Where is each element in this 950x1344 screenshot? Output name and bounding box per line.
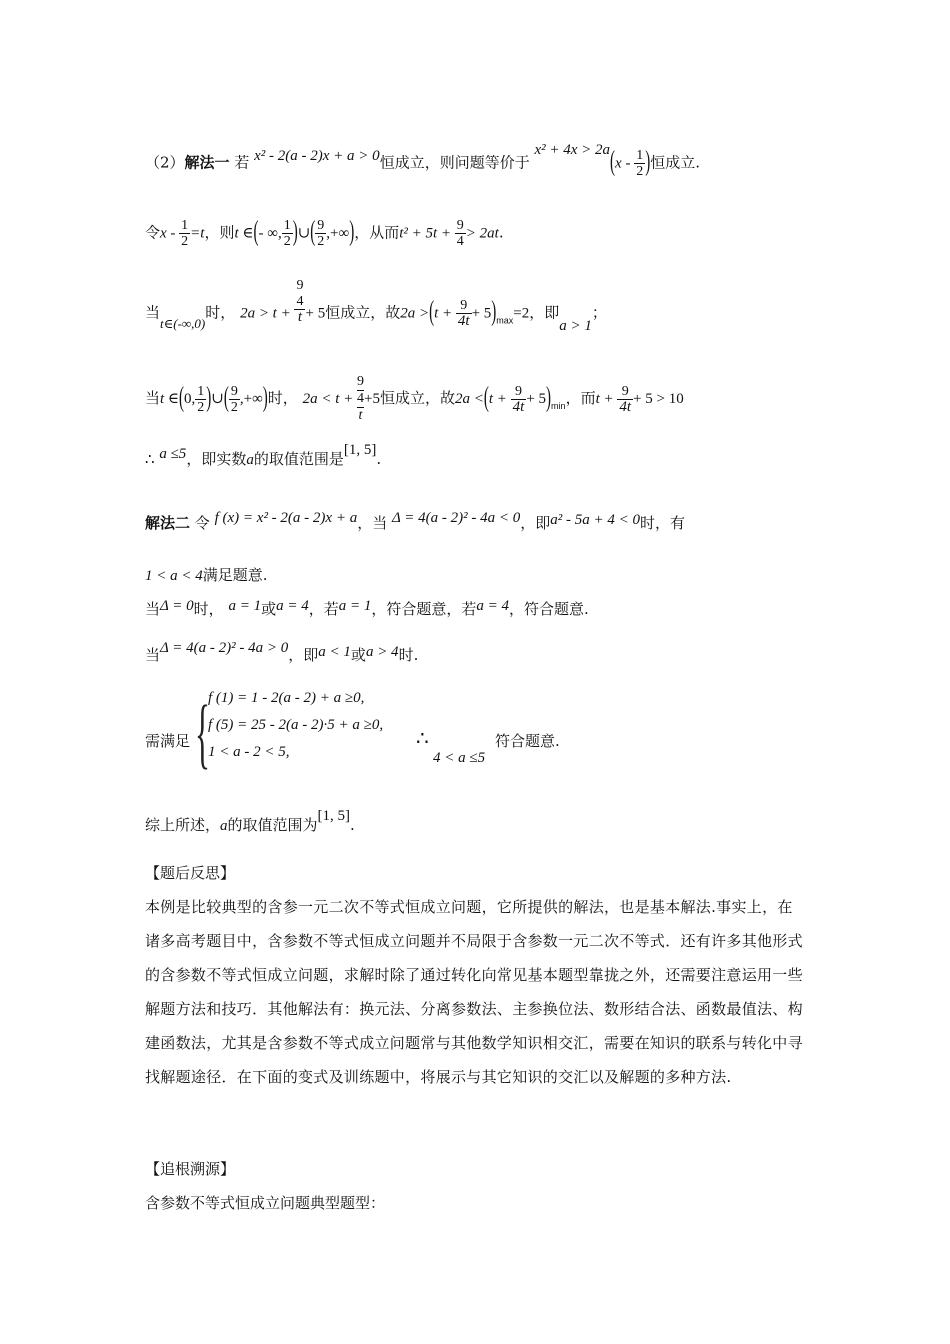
text: 当 xyxy=(145,303,161,322)
range: [1, 5] xyxy=(343,442,377,458)
method-two-title: 解法二 xyxy=(145,514,191,532)
text: 时. xyxy=(398,646,419,664)
fraction: $\frac{1}{2}$ xyxy=(181,218,189,249)
text: 综上所述， xyxy=(145,816,221,834)
inequality: x² - 2(a - 2)x + a > 0 xyxy=(254,147,380,164)
expr: t ∈ xyxy=(160,391,180,407)
expr: =2 xyxy=(513,305,530,322)
var: a xyxy=(220,818,228,834)
expr: =t xyxy=(190,225,205,242)
origin-heading: 【追根溯源】 xyxy=(145,1160,236,1178)
text: ； xyxy=(591,303,607,322)
expr: 2a < xyxy=(454,391,484,407)
text: ，从而 xyxy=(354,223,400,242)
reflection-heading: 【题后反思】 xyxy=(145,864,236,882)
system-row-3 xyxy=(208,744,290,761)
text: ，则 xyxy=(204,223,235,242)
compound-fraction: 9 4 t xyxy=(357,374,364,423)
discriminant: Δ = 4(a - 2)² - 4a < 0 xyxy=(392,510,521,526)
text: 令 xyxy=(145,223,161,242)
result: a > 1 xyxy=(559,317,592,334)
expr: t + xyxy=(488,391,511,407)
expr: + 5 xyxy=(305,305,326,322)
min-subscript: min xyxy=(551,401,566,411)
expr: Δ = 0 xyxy=(160,598,194,614)
expr: + 5 > 10 xyxy=(633,391,684,407)
reflection-body: 本例是比较典型的含参一元二次不等式恒成立问题，它所提供的解法，也是基本解法.事实上，在诸多高考题目中，含参数不等式恒成立问题并不局限于含参数一元二次不等式．还有许多其他形式的含参数不等式恒成立问题，求解时除了通过转化向常见基本题型靠拢之外，还需要注意运用一些解题方法和技巧．其他解法有：换元法、分离参数法、主参换位法、数形结合法、函数最值法、构建函数法，尤其是含参数不等式成立问题常与其他数学知识相交汇，需要在知识的联系与转化中寻找解题途径．在下面的变式及训练题中，将展示与其它知识的交汇以及解题的多种方法. xyxy=(145,898,803,1086)
text: ，符合题意. xyxy=(509,600,589,618)
text: 恒成立，故 xyxy=(379,389,455,407)
expr: 2a < t + xyxy=(302,391,357,407)
fraction: $\frac{9}{4t}$ xyxy=(457,298,470,329)
text: ，即 xyxy=(529,303,560,322)
expr: a = 1 xyxy=(228,598,262,614)
text: . xyxy=(498,223,504,242)
fraction: $\frac{1}{2}$ xyxy=(283,218,291,249)
expr: + 5 xyxy=(471,305,492,322)
therefore-symbol: ∴ xyxy=(145,452,155,468)
fraction: $\frac{9}{4}$ xyxy=(456,218,464,249)
line-substitution: 令x - $\frac{1}{2}$ =t，则t ∈(- ∞, $\frac{1}{2}$ )∪( $\frac{9}{2}$ ,+∞)，从而t² + 5t + $\frac{9}{4}$ > 2at. xyxy=(145,217,504,249)
expr: 2a > xyxy=(400,305,430,322)
text: 满足题意. xyxy=(202,566,268,584)
text: . xyxy=(350,816,355,834)
fraction: $\frac{9}{4t}$ xyxy=(619,383,632,415)
fraction: $\frac{9}{2}$ xyxy=(317,218,325,249)
fraction: $\frac{9}{4t}$ xyxy=(512,383,525,415)
expr: ,+∞ xyxy=(326,225,350,242)
text: ，符合题意，若 xyxy=(371,600,477,618)
line-delta-zero xyxy=(145,598,589,619)
max-subscript: max xyxy=(496,315,514,326)
text: . xyxy=(376,450,382,468)
fraction: $\frac{4}{t}$ xyxy=(296,294,304,325)
expr: a > 4 xyxy=(365,644,399,660)
text: 当 xyxy=(145,646,161,664)
line-range-1 xyxy=(145,564,268,585)
system-row-2 xyxy=(208,717,383,734)
therefore-symbol: ∴ xyxy=(416,726,429,750)
text: 的取值范围为 xyxy=(227,816,318,834)
text: 当 xyxy=(145,389,161,407)
expr: - ∞, xyxy=(258,225,282,242)
line-summary xyxy=(145,808,355,835)
system-row-1 xyxy=(208,690,364,707)
system-conclusion: 符合题意. xyxy=(495,732,560,750)
line-method1: （2）解法一 若 x² - 2(a - 2)x + a > 0恒成立，则问题等价于 x² + 4x > 2a(x - $\frac{1}{2}$ )恒成立. xyxy=(145,141,700,179)
text: ，即实数 xyxy=(186,450,247,468)
expr: t + xyxy=(595,391,618,407)
origin-body: 含参数不等式恒成立问题典型题型： xyxy=(145,1194,386,1212)
discriminant: Δ = 4(a - 2)² - 4a > 0 xyxy=(160,640,289,656)
text: 时， xyxy=(193,600,224,618)
line-case-negative: 当t∈(-∞,0)时， 2a > t + 9 $\frac{4}{t}$ + 5恒成立，故2a >(t + $\frac{9}{4t}$ + $5)_{max}=2$，即a > 1； xyxy=(145,278,607,334)
line-delta-positive xyxy=(145,640,419,665)
expr: t + xyxy=(434,305,456,322)
expr: a = 4 xyxy=(476,598,510,614)
text: ，而 xyxy=(565,389,596,407)
condition: f (1) = 1 - 2(a - 2) + a ≥0, xyxy=(208,690,365,706)
condition: f (5) = 25 - 2(a - 2)·5 + a ≥0, xyxy=(208,717,384,733)
text: 若 xyxy=(234,153,250,172)
var: a xyxy=(246,452,254,468)
expr: a = 4 xyxy=(276,598,309,614)
expr: 0, xyxy=(184,391,196,407)
left-brace: { xyxy=(195,689,210,776)
part-label: （2） xyxy=(145,153,185,172)
expr: + 5 xyxy=(526,391,547,407)
text: ，当 xyxy=(357,514,388,532)
line-method2 xyxy=(145,512,685,533)
expr: t² + 5t + xyxy=(399,225,455,242)
text: 或 xyxy=(261,600,277,618)
expr: 1 < a < 4 xyxy=(145,568,203,584)
text: 或 xyxy=(350,646,366,664)
line-case-positive: 当t ∈(0, $\frac{1}{2}$ )∪( $\frac{9}{2}$ ,+∞)时， 2a < t + 9 4 t +5恒成立，故2a <(t + $\frac{9}{4t}$ + $5)_{min}$，而t + $\frac{9}{4t}$ + 5 > 10 xyxy=(145,374,684,423)
system-result: 4 < a ≤5 xyxy=(433,750,486,766)
system-label: 需满足 xyxy=(145,732,191,750)
text: 恒成立. xyxy=(650,153,700,172)
cup-symbol: ∪ xyxy=(297,225,311,242)
text: ，即 xyxy=(288,646,319,664)
expr: a < 1 xyxy=(318,644,351,660)
text: 的取值范围是 xyxy=(253,450,344,468)
compound-fraction: 9 $\frac{4}{t}$ xyxy=(296,278,304,325)
expr: 2a > t + xyxy=(240,305,295,322)
expr: x - xyxy=(160,225,180,242)
fraction: $\frac{1}{2}$ xyxy=(636,148,644,179)
text: 恒成立，故 xyxy=(325,303,401,322)
text: 恒成立，则问题等价于 xyxy=(379,153,530,172)
text: 时，有 xyxy=(640,514,686,532)
text: ，若 xyxy=(308,600,339,618)
condition: 1 < a - 2 < 5, xyxy=(208,744,290,760)
function-def: f (x) = x² - 2(a - 2)x + a xyxy=(214,510,358,526)
expr: a ≤5 xyxy=(159,446,187,462)
range: t∈(-∞,0) xyxy=(160,315,206,331)
cup-symbol: ∪ xyxy=(211,391,224,407)
fraction: $\frac{9}{2}$ xyxy=(230,383,238,415)
text: 时， xyxy=(267,389,298,407)
text: 当 xyxy=(145,600,161,618)
text: 令 xyxy=(194,514,210,532)
expr: ,+∞ xyxy=(239,391,263,407)
expr: a = 1 xyxy=(338,598,372,614)
method-one-title: 解法一 xyxy=(184,153,230,172)
line-conclusion-method1 xyxy=(145,442,382,469)
range: [1, 5] xyxy=(317,808,351,824)
expr: +5 xyxy=(364,391,380,407)
inequality: x² + 4x > 2a xyxy=(534,141,611,158)
expr: t ∈ xyxy=(234,225,254,242)
text: 时， xyxy=(205,303,236,322)
expr: x - xyxy=(615,155,635,172)
fraction: $\frac{1}{2}$ xyxy=(197,383,205,415)
expr: a² - 5a + 4 < 0 xyxy=(550,512,641,528)
text: ，即 xyxy=(520,514,551,532)
expr: > 2at xyxy=(465,225,499,242)
